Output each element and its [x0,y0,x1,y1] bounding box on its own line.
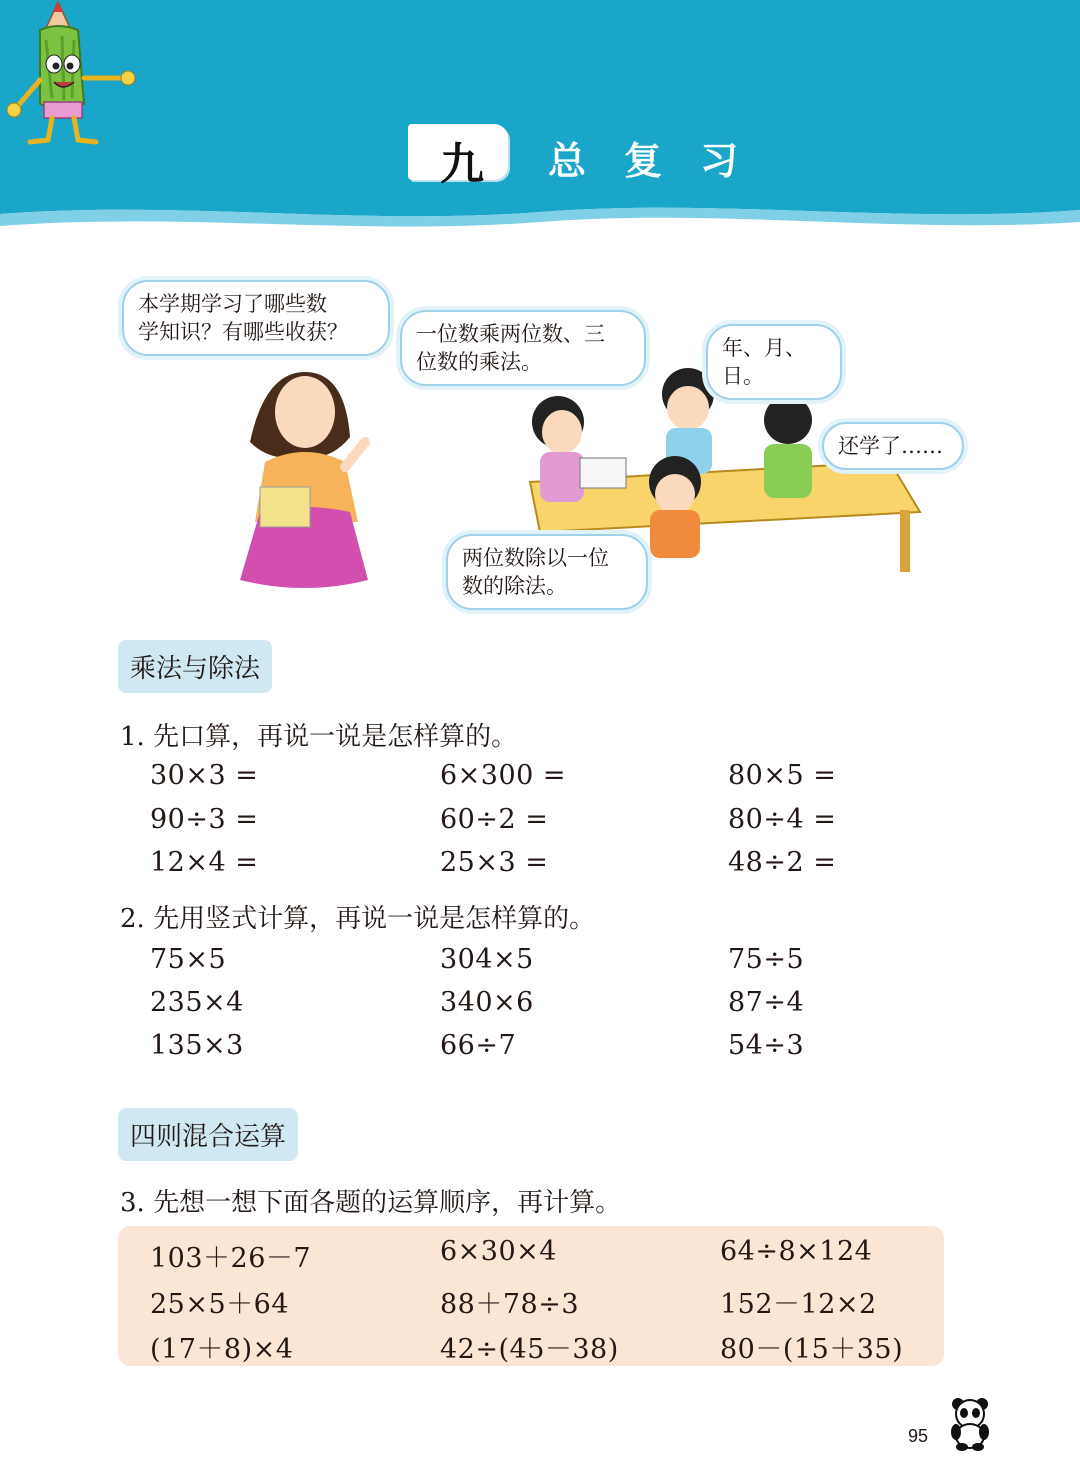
q3-problem: 88＋78÷3 [440,1289,580,1320]
q1-problem: 80÷4 = [728,804,837,835]
q1-problem: 80×5 = [728,760,837,791]
q2-problem: 87÷4 [728,987,805,1018]
q3-problem: (17＋8)×4 [150,1334,294,1365]
q3-problem: 25×5＋64 [150,1289,290,1320]
q2-problem: 75×5 [150,944,227,975]
q1-problem: 25×3 = [440,847,549,878]
q2-problem: 340×6 [440,987,534,1018]
q1-problem: 30×3 = [150,760,259,791]
q3-problem: 80－(15＋35) [720,1334,904,1365]
q3-problem: 152－12×2 [720,1289,877,1320]
header-band [0,0,1080,230]
q3-problem: 6×30×4 [440,1236,557,1267]
q1-problem: 6×300 = [440,760,567,791]
girl-front-speech-bubble: 两位数除以一位 数的除法。 [446,534,648,610]
q3-problem: 42÷(45－38) [440,1334,619,1365]
teacher-speech-bubble: 本学期学习了哪些数 学知识？有哪些收获？ [122,280,390,356]
page-number: 95 [908,1426,929,1446]
girl-left-speech-bubble: 一位数乘两位数、三 位数的乘法。 [400,310,646,386]
q2-problem: 66÷7 [440,1030,517,1061]
boy-right-speech-bubble: 还学了…… [822,422,964,470]
panda-icon [944,1396,996,1452]
question-1-prompt: 1. 先口算，再说一说是怎样算的。 [120,722,518,752]
pencil-mascot-icon [0,0,150,150]
chapter-title: 总复习 [548,139,777,183]
q2-problem: 304×5 [440,944,534,975]
section-tag-mixed-operations: 四则混合运算 [118,1108,298,1161]
q2-problem: 54÷3 [728,1030,805,1061]
q3-problem: 64÷8×124 [720,1236,873,1267]
q2-problem: 75÷5 [728,944,805,975]
section-tag-multiplication-division: 乘法与除法 [118,640,272,693]
chapter-number: 九 [440,139,484,190]
chapter-header [0,0,1080,230]
q2-problem: 235×4 [150,987,244,1018]
q1-problem: 48÷2 = [728,847,837,878]
question-2-prompt: 2. 先用竖式计算，再说一说是怎样算的。 [120,904,596,934]
q1-problem: 90÷3 = [150,804,259,835]
q1-problem: 12×4 = [150,847,259,878]
classroom-illustration [100,262,980,622]
q1-problem: 60÷2 = [440,804,549,835]
q3-problem: 103＋26－7 [150,1243,312,1274]
q2-problem: 135×3 [150,1030,244,1061]
boy-center-speech-bubble: 年、月、日。 [706,324,842,400]
question-3-prompt: 3. 先想一想下面各题的运算顺序，再计算。 [120,1188,622,1218]
